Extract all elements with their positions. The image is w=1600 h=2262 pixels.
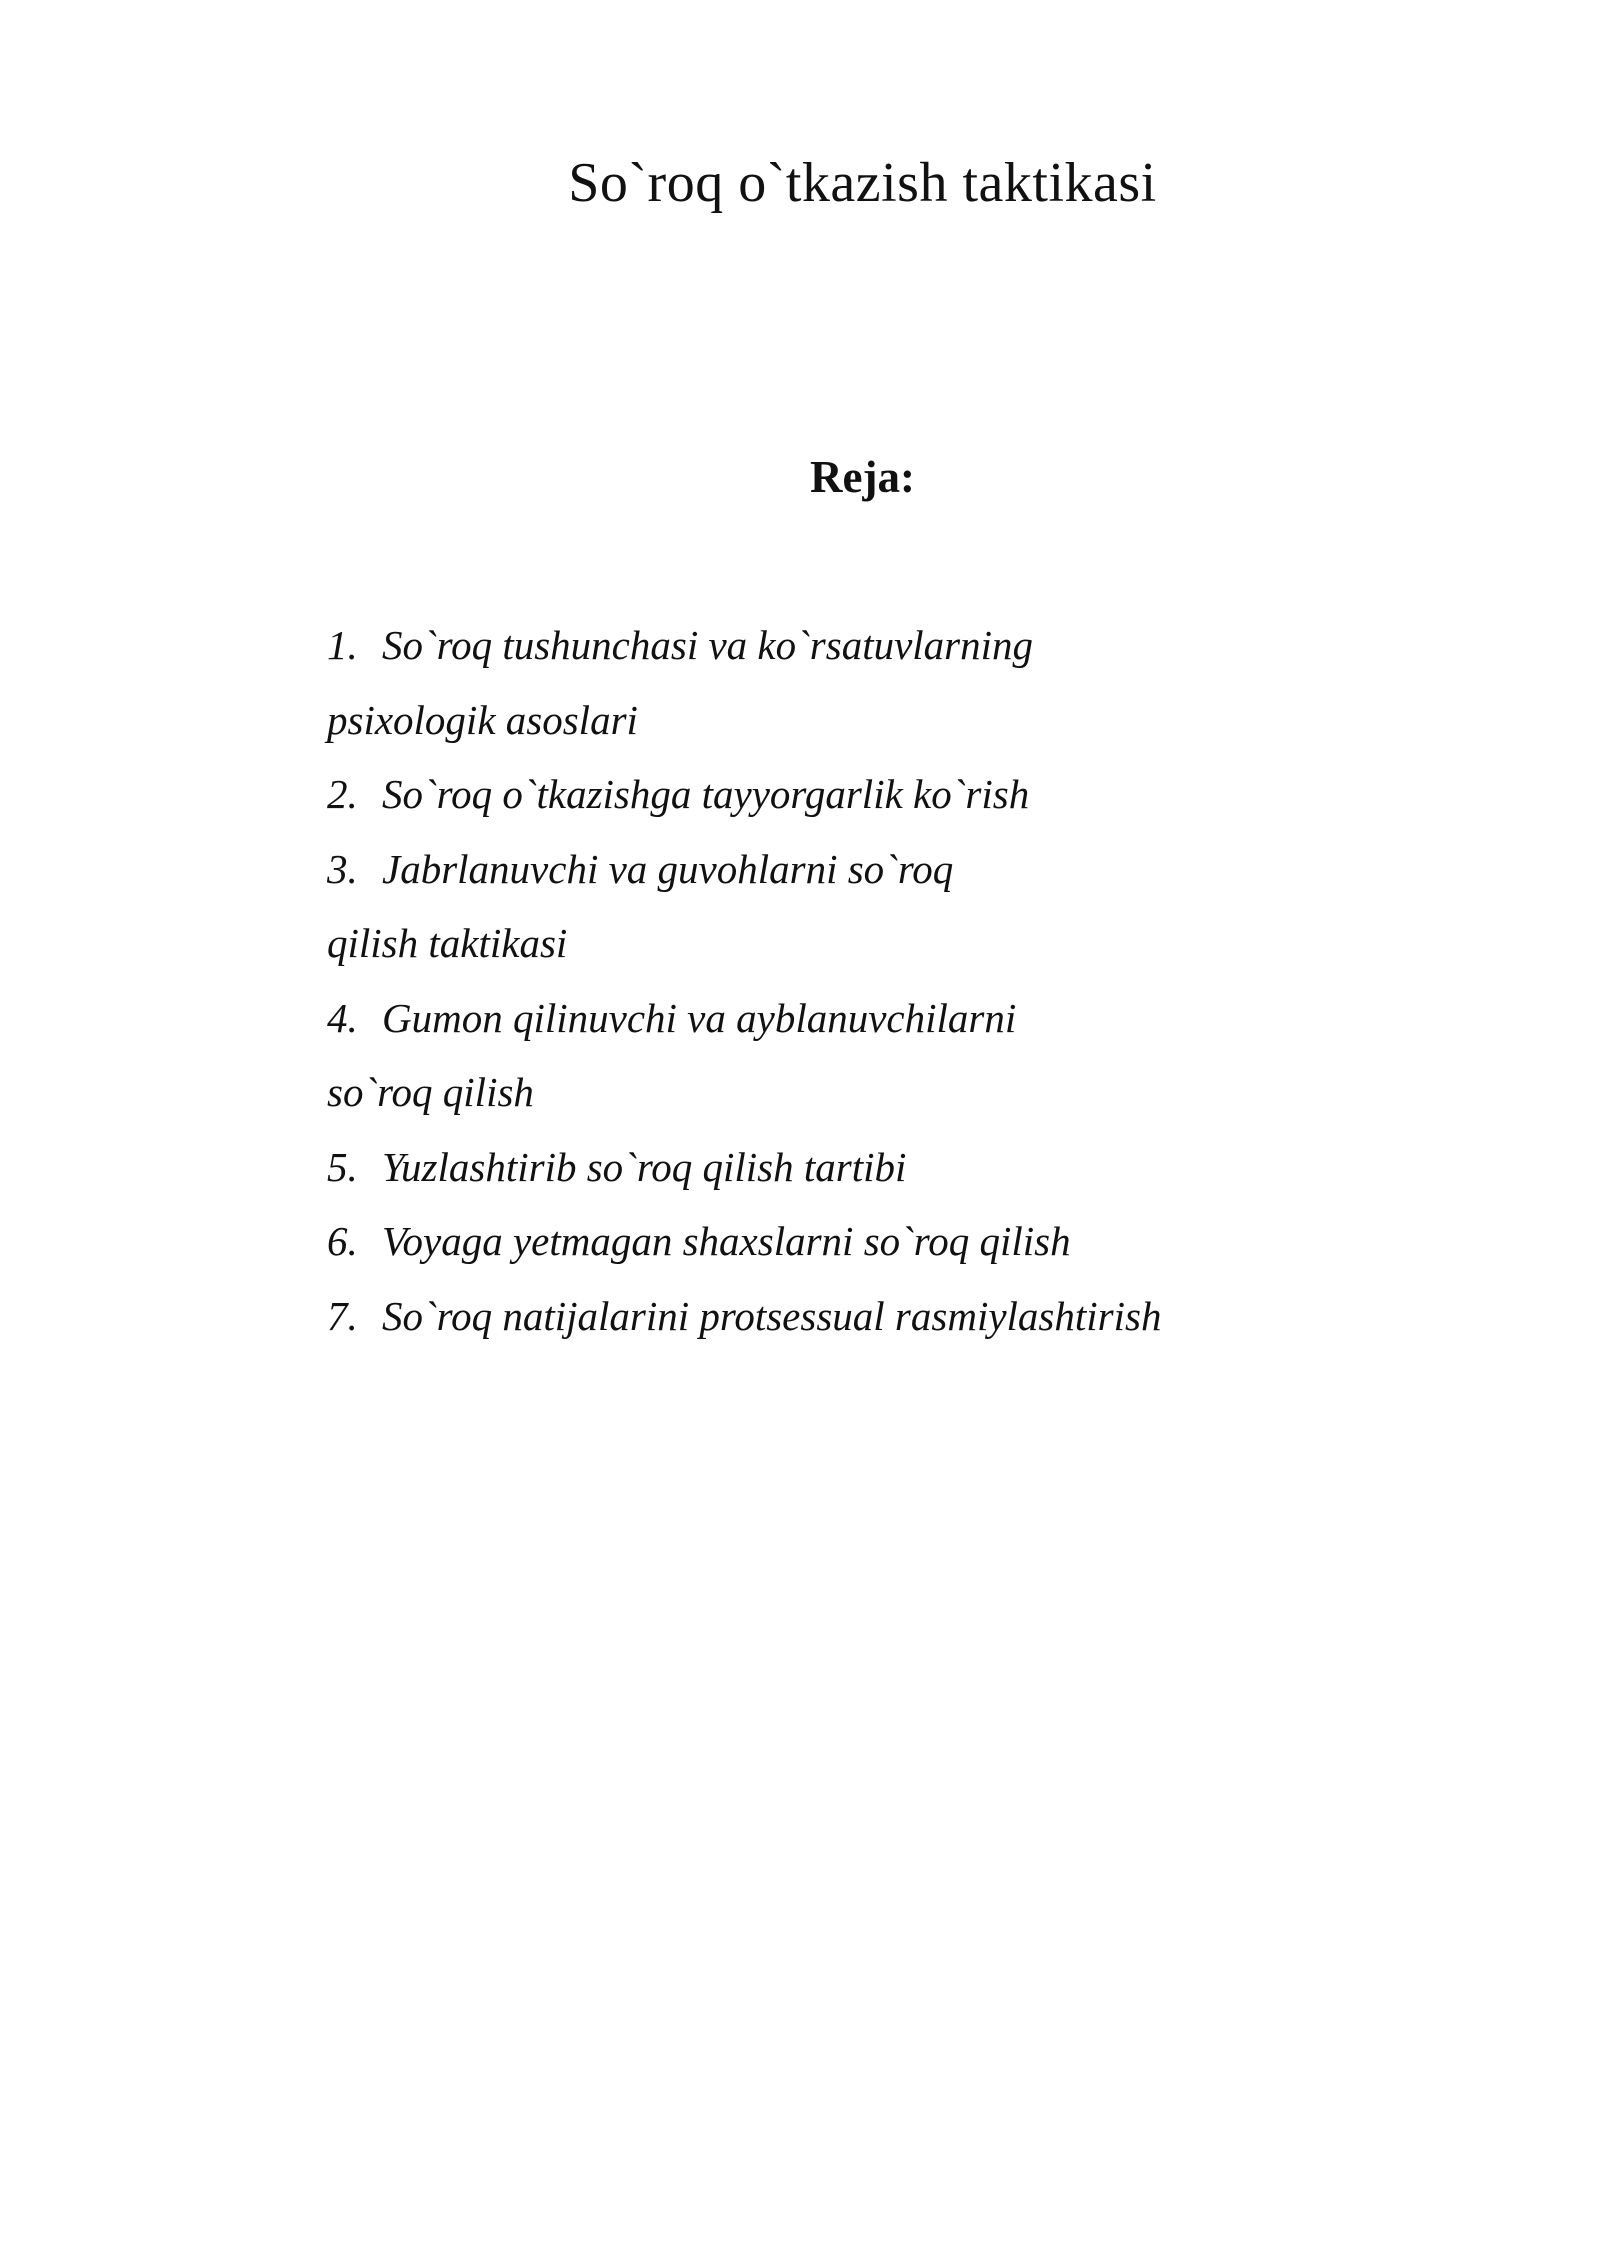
plan-heading: Reja: — [810, 452, 915, 502]
plan-list — [327, 608, 1161, 1353]
plan-item-number: 6. — [327, 1218, 358, 1264]
plan-item-number: 7. — [327, 1292, 358, 1339]
plan-item-text: So`roq tushunchasi va ko`rsatuvlarning — [382, 622, 1034, 668]
plan-item-text: So`roq natijalarini protsessual rasmiylashtirish — [382, 1292, 1162, 1339]
plan-item-text: Yuzlashtirib so`roq qilish tartibi — [382, 1143, 907, 1190]
plan-item-3 — [327, 832, 1161, 981]
plan-item-number: 3. — [327, 845, 358, 892]
plan-item-1 — [327, 608, 1161, 757]
plan-item-text-continued: qilish taktikasi — [327, 920, 568, 966]
plan-item-text: Gumon qilinuvchi va ayblanuvchilarni — [382, 994, 1017, 1041]
plan-item-number: 5. — [327, 1143, 358, 1190]
plan-item-text: Voyaga yetmagan shaxslarni so`roq qilish — [382, 1218, 1071, 1264]
plan-item-6 — [327, 1204, 1161, 1279]
plan-item-text: Jabrlanuvchi va guvohlarni so`roq — [382, 845, 954, 892]
plan-item-4 — [327, 981, 1161, 1130]
plan-item-text-continued: psixologik asoslari — [327, 696, 638, 743]
plan-item-2 — [327, 757, 1161, 832]
plan-item-number: 4. — [327, 994, 358, 1041]
plan-item-7 — [327, 1279, 1161, 1354]
plan-item-text-continued: so`roq qilish — [327, 1069, 534, 1115]
page-title: So`roq o`tkazish taktikasi — [568, 152, 1157, 214]
plan-item-text: So`roq o`tkazishga tayyorgarlik ko`rish — [382, 771, 1030, 817]
plan-item-5 — [327, 1130, 1161, 1205]
plan-item-number: 1. — [327, 622, 358, 668]
plan-item-number: 2. — [327, 771, 358, 817]
